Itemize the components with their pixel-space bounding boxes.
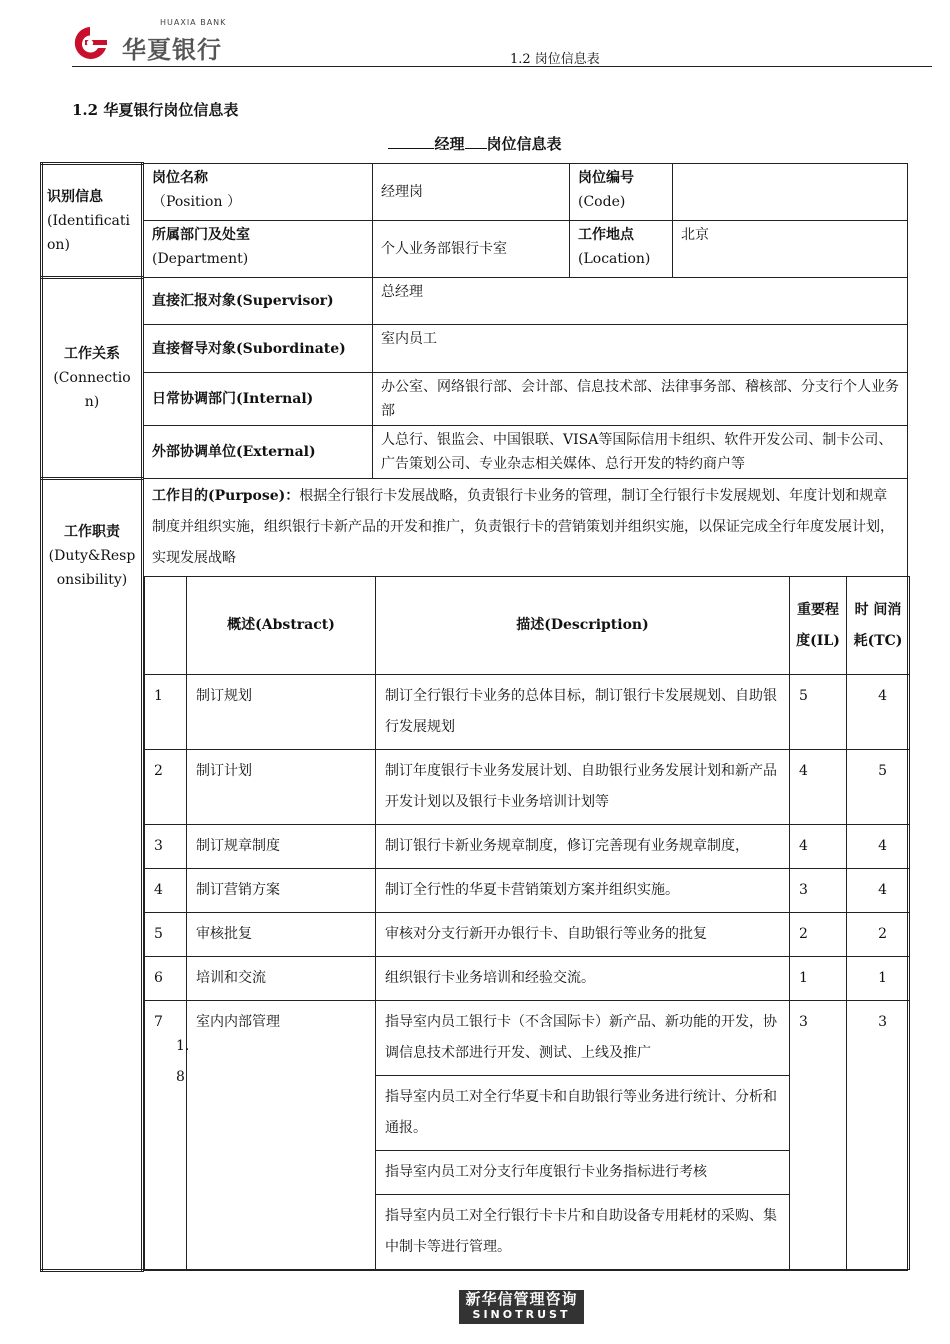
row7-abstract: 室内内部管理 — [187, 1001, 376, 1270]
row-description: 制订银行卡新业务规章制度，修订完善现有业务规章制度， — [376, 825, 790, 869]
row-abstract: 制订规划 — [187, 675, 376, 750]
row-abstract: 制订营销方案 — [187, 869, 376, 913]
row7-desc-2: 指导室内员工对全行华夏卡和自助银行等业务进行统计、分析和通报。 — [376, 1076, 790, 1151]
duty-row — [145, 957, 910, 1001]
duty-header-description: 描述(Description) — [376, 577, 790, 675]
row-description: 制订年度银行卡业务发展计划、自助银行业务发展计划和新产品开发计划以及银行卡业务培训计划等 — [376, 750, 790, 825]
row-description: 组织银行卡业务培训和经验交流。 — [376, 957, 790, 1001]
row7-desc-4: 指导室内员工对全行银行卡卡片和自助设备专用耗材的采购、集中制卡等进行管理。 — [376, 1195, 790, 1270]
row-il: 3 — [790, 869, 847, 913]
row7-desc-1: 指导室内员工银行卡（不含国际卡）新产品、新功能的开发，协调信息技术部进行开发、测试、上线及推广 — [376, 1001, 790, 1076]
purpose-text: 工作目的(Purpose)：根据全行银行卡发展战略，负责银行卡业务的管理，制订全行银行卡发展规划、年度计划和规章制度并组织实施，组织银行卡新产品的开发和推广，负责银行卡的营销策划并组织实施，以保证完成全行年度发展计划，实现发展战略 — [152, 488, 894, 566]
subordinate-label: 直接督导对象(Subordinate) — [143, 325, 373, 373]
department-value: 个人业务部银行卡室 — [373, 221, 570, 278]
duty-table — [144, 576, 910, 1270]
internal-label: 日常协调部门(Internal) — [143, 373, 373, 426]
row7-no: 7 — [145, 1001, 187, 1270]
row-tc: 4 — [847, 825, 910, 869]
department-label: 所属部门及处室 (Department) — [143, 221, 373, 278]
duty-header-abstract: 概述(Abstract) — [187, 577, 376, 675]
position-code-label: 岗位编号 (Code) — [570, 164, 673, 221]
header-divider — [72, 66, 932, 67]
subordinate-value: 室内员工 — [373, 325, 908, 373]
form-title-position: 经理 — [434, 135, 465, 153]
location-label: 工作地点 (Location) — [570, 221, 673, 278]
duty-section-label: 工作职责 (Duty&Responsibility) — [42, 479, 143, 1271]
duty-content — [143, 479, 908, 1271]
sinotrust-logo — [459, 1290, 584, 1324]
row-tc: 4 — [847, 869, 910, 913]
row-abstract: 制订规章制度 — [187, 825, 376, 869]
footer-cn: 新华信管理咨询 — [465, 1290, 578, 1308]
footer-en: SINOTRUST — [472, 1308, 571, 1321]
row-tc: 4 — [847, 675, 910, 750]
row-il: 4 — [790, 750, 847, 825]
row-tc: 1 — [847, 957, 910, 1001]
stray-number-2: 8 — [176, 1069, 185, 1085]
row-il: 1 — [790, 957, 847, 1001]
row-tc: 2 — [847, 913, 910, 957]
identification-section-label: 识别信息 (Identification) — [42, 164, 143, 278]
stray-number-1: 1. — [176, 1038, 190, 1054]
supervisor-label: 直接汇报对象(Supervisor) — [143, 278, 373, 325]
duty-header-no — [145, 577, 187, 675]
row-abstract: 培训和交流 — [187, 957, 376, 1001]
row-description: 制订全行性的华夏卡营销策划方案并组织实施。 — [376, 869, 790, 913]
form-title — [0, 133, 950, 154]
row-no: 1 — [145, 675, 187, 750]
position-name-value: 经理岗 — [373, 164, 570, 221]
row7-il: 3 — [790, 1001, 847, 1270]
logo-chinese-text: 华夏银行 — [122, 36, 222, 64]
row-il: 2 — [790, 913, 847, 957]
internal-value: 办公室、网络银行部、会计部、信息技术部、法律事务部、稽核部、分支行个人业务部 — [373, 373, 908, 426]
external-value: 人总行、银监会、中国银联、VISA等国际信用卡组织、软件开发公司、制卡公司、广告策划公司、专业杂志相关媒体、总行开发的特约商户等 — [373, 426, 908, 479]
duty-row — [145, 825, 910, 869]
row-no: 6 — [145, 957, 187, 1001]
row-description: 制订全行银行卡业务的总体目标，制订银行卡发展规划、自助银行发展规划 — [376, 675, 790, 750]
row-abstract: 审核批复 — [187, 913, 376, 957]
header-right-title: 1.2 岗位信息表 — [510, 52, 600, 67]
row-tc: 5 — [847, 750, 910, 825]
connection-section-label: 工作关系 (Connection) — [42, 278, 143, 479]
duty-row — [145, 675, 910, 750]
huaxia-logo-icon — [70, 24, 110, 62]
section-title: 1.2 华夏银行岗位信息表 — [72, 101, 239, 119]
row7-tc: 3 — [847, 1001, 910, 1270]
duty-header-tc: 时 间消 耗(TC) — [847, 577, 910, 675]
form-title-suffix: 岗位信息表 — [486, 135, 562, 153]
row-no: 3 — [145, 825, 187, 869]
external-label: 外部协调单位(External) — [143, 426, 373, 479]
location-value: 北京 — [673, 221, 908, 278]
row-description: 审核对分支行新开办银行卡、自助银行等业务的批复 — [376, 913, 790, 957]
row-il: 5 — [790, 675, 847, 750]
position-code-value — [673, 164, 908, 221]
duty-header-il: 重要程度(IL) — [790, 577, 847, 675]
row-no: 2 — [145, 750, 187, 825]
supervisor-value: 总经理 — [373, 278, 908, 325]
logo-english-text: HUAXIA BANK — [160, 18, 227, 27]
duty-row — [145, 913, 910, 957]
duty-row — [145, 869, 910, 913]
row-il: 4 — [790, 825, 847, 869]
position-name-label: 岗位名称 （Position ） — [143, 164, 373, 221]
row-no: 5 — [145, 913, 187, 957]
duty-row — [145, 750, 910, 825]
row-abstract: 制订计划 — [187, 750, 376, 825]
position-info-table — [40, 162, 908, 1272]
row-no: 4 — [145, 869, 187, 913]
row7-desc-3: 指导室内员工对分支行年度银行卡业务指标进行考核 — [376, 1151, 790, 1195]
